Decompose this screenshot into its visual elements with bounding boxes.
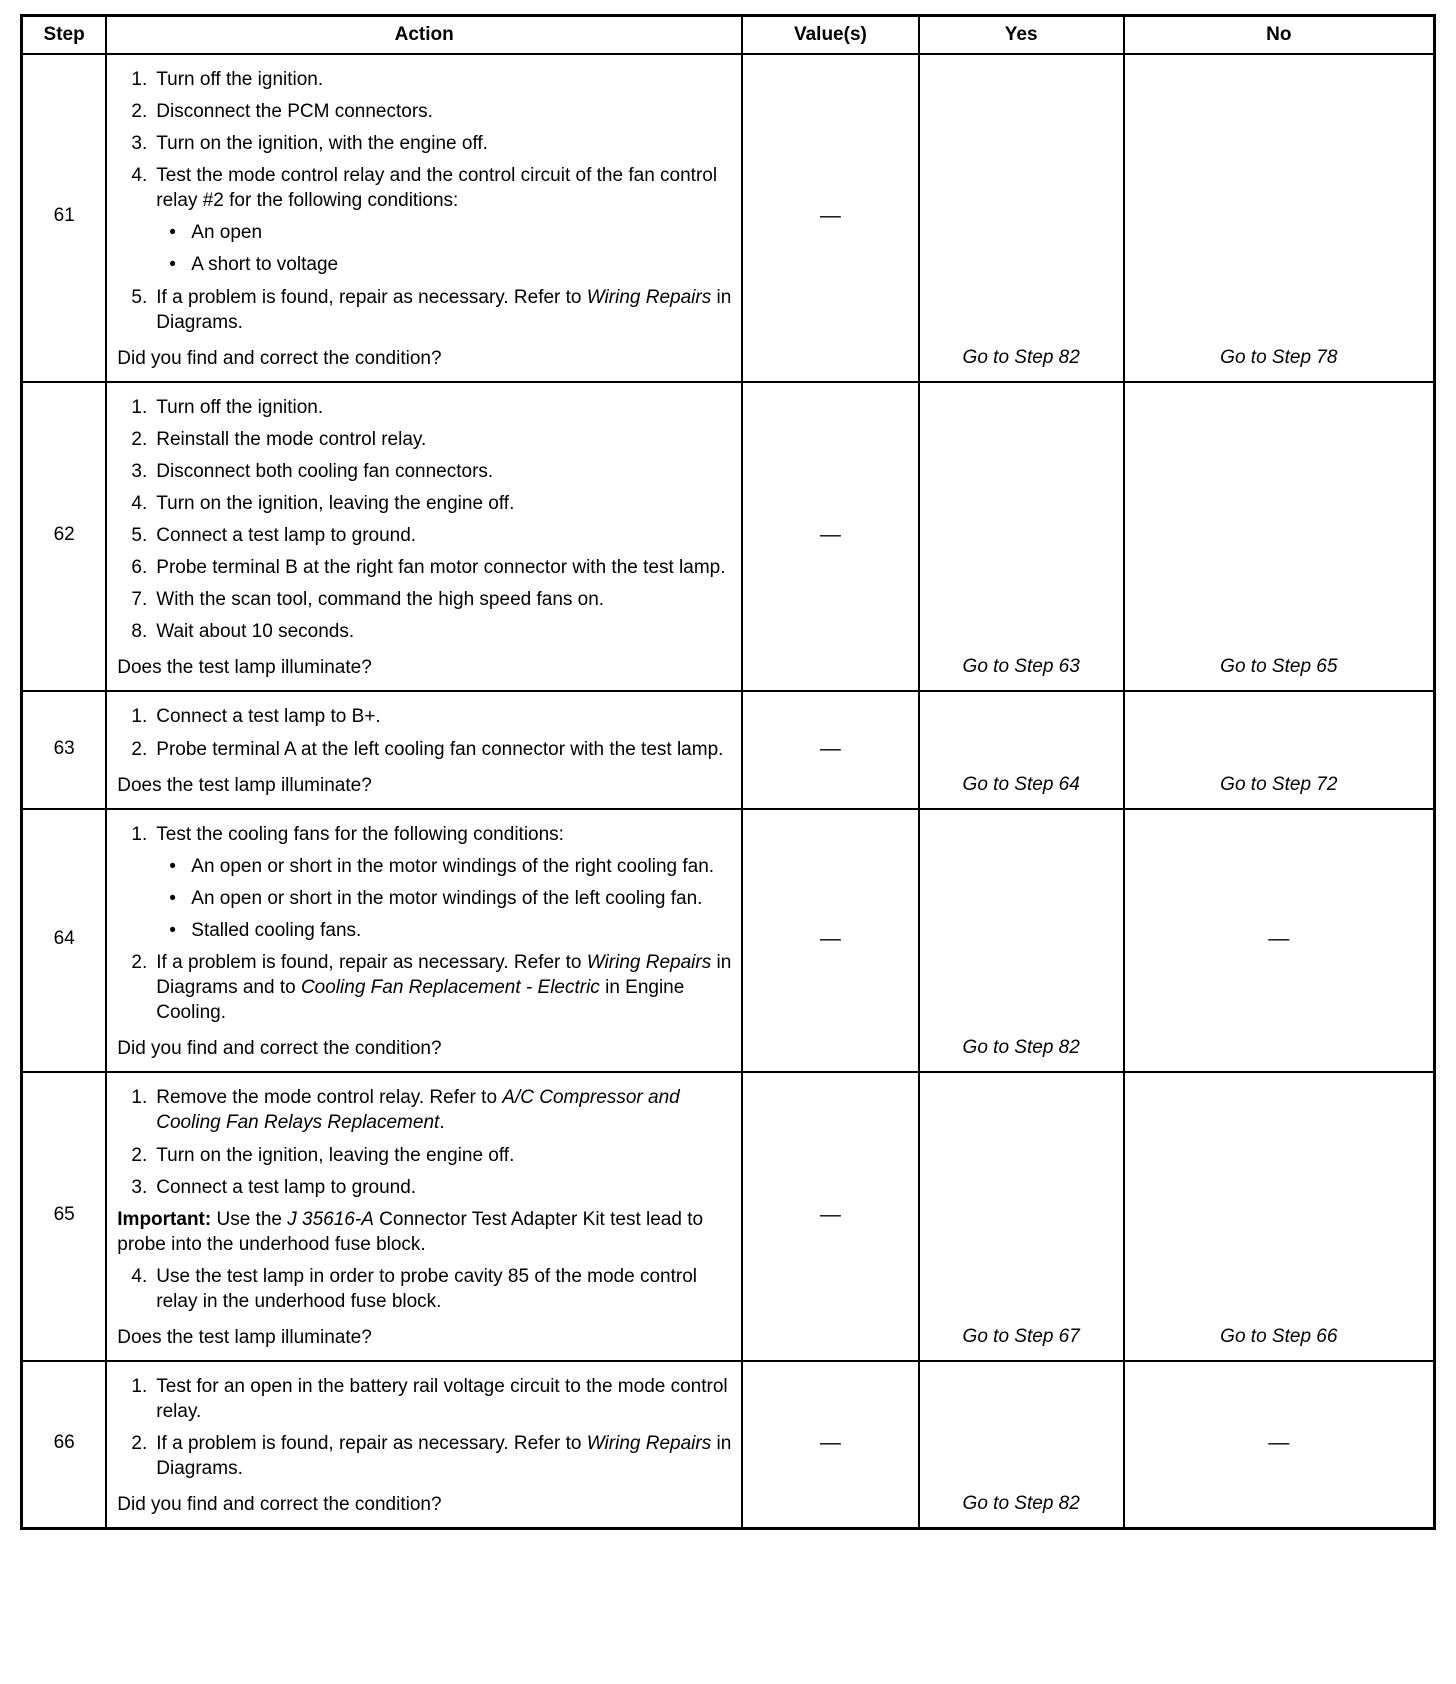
no-cell: — (1124, 809, 1435, 1073)
action-numbered-item (107, 1374, 741, 1424)
action-bullet-item (107, 854, 741, 879)
action-question: Did you find and correct the condition? (117, 347, 442, 369)
bullet-marker: • (169, 887, 176, 909)
action-cell (106, 382, 742, 692)
item-number: 2. (131, 1433, 148, 1455)
item-text: Use the test lamp in order to probe cavity 85 of the mode control relay in the underhood fuse block. (156, 1265, 697, 1312)
action-question: Does the test lamp illuminate? (117, 657, 372, 679)
value-cell: — (742, 691, 919, 808)
item-text: An open or short in the motor windings of the left cooling fan. (191, 887, 703, 909)
action-numbered-item (107, 99, 741, 124)
header-yes: Yes (919, 16, 1124, 55)
item-number: 1. (131, 69, 148, 90)
action-cell (106, 1072, 742, 1361)
yes-cell: Go to Step 82 (919, 54, 1124, 382)
item-text: Turn off the ignition. (156, 396, 324, 418)
action-bullet-item (107, 918, 741, 943)
table-row (22, 809, 1435, 1073)
step-cell: 62 (22, 382, 107, 692)
yes-cell: Go to Step 64 (919, 691, 1124, 808)
value-cell: — (742, 1361, 919, 1529)
action-bullet-item (107, 252, 741, 277)
item-text: Reinstall the mode control relay. (156, 428, 427, 450)
table-header (22, 16, 1435, 55)
value-cell: — (742, 54, 919, 382)
yes-cell: Go to Step 82 (919, 809, 1124, 1073)
action-numbered-item (107, 1264, 741, 1314)
no-cell: Go to Step 72 (1124, 691, 1435, 808)
item-number: 8. (131, 621, 148, 643)
yes-cell: Go to Step 63 (919, 382, 1124, 692)
action-question: Does the test lamp illuminate? (117, 1326, 372, 1348)
action-numbered-item (107, 619, 741, 644)
item-text: Remove the mode control relay. Refer to A/C Compressor and Cooling Fan Relays Replacement. (156, 1087, 680, 1134)
step-cell: 61 (22, 54, 107, 382)
no-cell: — (1124, 1361, 1435, 1529)
item-number: 3. (131, 133, 148, 155)
action-numbered-item (107, 555, 741, 580)
action-numbered-item (107, 737, 741, 762)
item-text: If a problem is found, repair as necessary. Refer to Wiring Repairs in Diagrams. (156, 286, 732, 333)
item-text: An open (191, 222, 263, 244)
action-numbered-item (107, 285, 741, 335)
bullet-marker: • (169, 222, 176, 244)
no-cell: Go to Step 78 (1124, 54, 1435, 382)
item-text: Turn on the ignition, leaving the engine off. (156, 493, 515, 515)
action-numbered-item (107, 1085, 741, 1135)
item-text: Connect a test lamp to B+. (156, 706, 381, 728)
item-number: 4. (131, 493, 148, 515)
item-text: Wait about 10 seconds. (156, 621, 355, 643)
step-cell: 64 (22, 809, 107, 1073)
item-text: Disconnect both cooling fan connectors. (156, 460, 494, 482)
action-question: Does the test lamp illuminate? (117, 774, 372, 796)
bullet-marker: • (169, 254, 176, 276)
yes-cell: Go to Step 82 (919, 1361, 1124, 1529)
value-cell: — (742, 1072, 919, 1361)
header-row (22, 16, 1435, 55)
action-numbered-item (107, 523, 741, 548)
no-cell: Go to Step 65 (1124, 382, 1435, 692)
action-numbered-item (107, 459, 741, 484)
action-cell (106, 691, 742, 808)
item-number: 4. (131, 1265, 148, 1287)
item-number: 3. (131, 460, 148, 482)
action-cell (106, 54, 742, 382)
action-numbered-item (107, 67, 741, 92)
action-question: Did you find and correct the condition? (117, 1038, 442, 1060)
item-text: Connect a test lamp to ground. (156, 1176, 417, 1198)
item-text: Disconnect the PCM connectors. (156, 101, 433, 123)
item-number: 3. (131, 1176, 148, 1198)
no-cell: Go to Step 66 (1124, 1072, 1435, 1361)
action-question: Did you find and correct the condition? (117, 1494, 442, 1516)
item-text: Turn on the ignition, with the engine off. (156, 133, 488, 155)
diagnostic-table (20, 14, 1436, 1530)
step-cell: 63 (22, 691, 107, 808)
item-number: 7. (131, 589, 148, 611)
item-text: Connect a test lamp to ground. (156, 525, 417, 547)
item-text: Stalled cooling fans. (191, 919, 362, 941)
item-text: Test the mode control relay and the control circuit of the fan control relay #2 for the following conditions: (156, 165, 718, 212)
table-row (22, 382, 1435, 692)
item-number: 2. (131, 428, 148, 450)
item-text: With the scan tool, command the high speed fans on. (156, 589, 605, 611)
value-cell: — (742, 809, 919, 1073)
item-number: 1. (131, 396, 148, 418)
header-step: Step (22, 16, 107, 55)
item-number: 4. (131, 165, 148, 187)
item-text: Test the cooling fans for the following conditions: (156, 823, 564, 845)
item-number: 1. (131, 823, 148, 845)
action-cell (106, 809, 742, 1073)
action-bullet-item (107, 886, 741, 911)
item-text: An open or short in the motor windings of the right cooling fan. (191, 855, 715, 877)
item-number: 5. (131, 286, 148, 308)
action-numbered-item (107, 1175, 741, 1200)
action-numbered-item (107, 427, 741, 452)
item-text: Probe terminal B at the right fan motor connector with the test lamp. (156, 557, 726, 579)
table-body (22, 54, 1435, 1529)
item-number: 2. (131, 738, 148, 760)
item-number: 5. (131, 525, 148, 547)
action-numbered-item (107, 1431, 741, 1481)
item-number: 1. (131, 1087, 148, 1109)
action-bullet-item (107, 220, 741, 245)
header-no: No (1124, 16, 1435, 55)
item-number: 6. (131, 557, 148, 579)
yes-cell: Go to Step 67 (919, 1072, 1124, 1361)
action-numbered-item (107, 395, 741, 420)
bullet-marker: • (169, 855, 176, 877)
item-text: If a problem is found, repair as necessary. Refer to Wiring Repairs in Diagrams and to Cooling Fan Replacement - Electric in Engine Cooling. (156, 952, 732, 1024)
bullet-marker: • (169, 919, 176, 941)
item-text: A short to voltage (191, 254, 339, 276)
item-text: Turn off the ignition. (156, 69, 324, 90)
header-values: Value(s) (742, 16, 919, 55)
value-cell: — (742, 382, 919, 692)
item-text: If a problem is found, repair as necessary. Refer to Wiring Repairs in Diagrams. (156, 1433, 732, 1480)
table-row (22, 1072, 1435, 1361)
action-numbered-item (107, 950, 741, 1025)
action-numbered-item (107, 822, 741, 847)
action-important-note: Important: Use the J 35616-A Connector Test Adapter Kit test lead to probe into the underhood fuse block. (117, 1208, 704, 1255)
item-text: Test for an open in the battery rail voltage circuit to the mode control relay. (156, 1376, 728, 1423)
header-action: Action (106, 16, 742, 55)
action-numbered-item (107, 1143, 741, 1168)
item-number: 1. (131, 706, 148, 728)
table-row (22, 54, 1435, 382)
action-numbered-item (107, 491, 741, 516)
item-number: 2. (131, 952, 148, 974)
table-row (22, 691, 1435, 808)
table-row (22, 1361, 1435, 1529)
item-text: Probe terminal A at the left cooling fan connector with the test lamp. (156, 738, 724, 760)
action-numbered-item (107, 587, 741, 612)
item-number: 2. (131, 1144, 148, 1166)
action-numbered-item (107, 163, 741, 213)
item-text: Turn on the ignition, leaving the engine off. (156, 1144, 515, 1166)
action-numbered-item (107, 131, 741, 156)
item-number: 1. (131, 1376, 148, 1398)
item-number: 2. (131, 101, 148, 123)
step-cell: 65 (22, 1072, 107, 1361)
action-cell (106, 1361, 742, 1529)
step-cell: 66 (22, 1361, 107, 1529)
action-numbered-item (107, 704, 741, 729)
